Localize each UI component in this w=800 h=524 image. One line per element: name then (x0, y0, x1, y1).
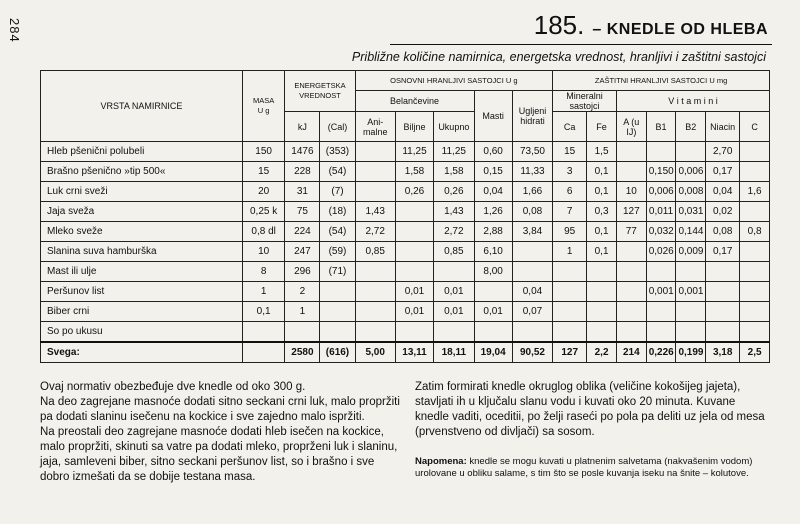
table-cell: 0,01 (395, 282, 433, 302)
table-cell: 1,58 (434, 162, 474, 182)
table-cell: 0,02 (706, 202, 740, 222)
table-cell (395, 322, 433, 343)
table-cell (320, 322, 355, 343)
table-cell (474, 322, 512, 343)
table-cell (320, 282, 355, 302)
table-cell: 0,26 (395, 182, 433, 202)
table-cell (395, 202, 433, 222)
table-cell (355, 302, 395, 322)
table-cell: 0,01 (474, 302, 512, 322)
table-cell (740, 142, 770, 162)
table-cell: 6 (553, 182, 587, 202)
table-cell: 247 (285, 242, 320, 262)
table-cell: (353) (320, 142, 355, 162)
table-cell: 0,009 (676, 242, 706, 262)
table-cell: 0,8 (740, 222, 770, 242)
table-cell: 0,04 (706, 182, 740, 202)
table-cell (740, 262, 770, 282)
header-mass: MASA U g (242, 71, 285, 142)
table-cell: 19,04 (474, 342, 512, 363)
table-cell: 10 (616, 182, 646, 202)
item-name-cell: Mast ili ulje (41, 262, 243, 282)
table-cell: (71) (320, 262, 355, 282)
table-cell (553, 282, 587, 302)
table-cell: 18,11 (434, 342, 474, 363)
header-carbs: Ugljeni hidrati (512, 91, 552, 142)
table-cell: 150 (242, 142, 285, 162)
table-total-row (41, 342, 770, 363)
table-cell (242, 322, 285, 343)
table-cell: 0,1 (242, 302, 285, 322)
table-cell (355, 322, 395, 343)
header-niacin: Niacin (706, 112, 740, 142)
note (415, 456, 770, 480)
table-cell: (59) (320, 242, 355, 262)
table-cell: (7) (320, 182, 355, 202)
table-cell: 11,25 (434, 142, 474, 162)
table-cell: 10 (242, 242, 285, 262)
item-name-cell: Hleb pšenični polubeli (41, 142, 243, 162)
table-cell: 127 (553, 342, 587, 363)
header-vit-b2: B2 (676, 112, 706, 142)
table-cell: 214 (616, 342, 646, 363)
item-name-cell: Biber crni (41, 302, 243, 322)
nutrition-table-body (41, 142, 770, 363)
header-vit-a: A (u IJ) (616, 112, 646, 142)
table-cell: 127 (616, 202, 646, 222)
header-ca: Ca (553, 112, 587, 142)
title-rule (390, 44, 772, 45)
table-cell: 8,00 (474, 262, 512, 282)
instructions-left (40, 380, 400, 485)
table-cell (706, 302, 740, 322)
table-cell: 0,006 (676, 162, 706, 182)
table-cell (587, 282, 617, 302)
recipe-number: 185. (533, 10, 585, 40)
table-cell: 13,11 (395, 342, 433, 363)
table-cell (512, 242, 552, 262)
table-cell: 0,006 (646, 182, 676, 202)
table-cell: 224 (285, 222, 320, 242)
table-cell: 0,04 (512, 282, 552, 302)
table-cell (587, 262, 617, 282)
table-cell: 0,001 (676, 282, 706, 302)
table-cell: 0,01 (434, 302, 474, 322)
item-name-cell: So po ukusu (41, 322, 243, 343)
header-animal: Ani-malne (355, 112, 395, 142)
table-cell (616, 282, 646, 302)
instruction-paragraph: Na deo zagrejane masnoće dodati sitno seckani crni luk, malo propržiti pa dodati slaninu isečenu na kockice i sve zajedno malo ispržiti. (40, 396, 400, 423)
header-energy: ENERGETSKA VREDNOST (285, 71, 355, 112)
table-cell: 6,10 (474, 242, 512, 262)
table-cell: 3,18 (706, 342, 740, 363)
table-cell: 2,72 (355, 222, 395, 242)
table-cell (676, 302, 706, 322)
table-cell: 3,84 (512, 222, 552, 242)
table-cell (512, 322, 552, 343)
table-cell: 0,25 k (242, 202, 285, 222)
table-cell (355, 262, 395, 282)
header-cal: (Cal) (320, 112, 355, 142)
table-cell (740, 242, 770, 262)
table-cell: 2,88 (474, 222, 512, 242)
recipe-title (534, 10, 768, 41)
table-cell (553, 262, 587, 282)
table-cell (553, 302, 587, 322)
table-cell: 5,00 (355, 342, 395, 363)
table-cell: 1,43 (355, 202, 395, 222)
table-cell (616, 162, 646, 182)
table-cell (676, 262, 706, 282)
table-cell: 0,008 (676, 182, 706, 202)
header-item: VRSTA NAMIRNICE (41, 71, 243, 142)
instruction-paragraph: Na preostali deo zagrejane masnoće dodati hleb isečen na kockice, malo propržiti, skinuti sa vatre pa dodati mleko, proprženi luk i slaninu, jaja, samleveni biber, sitno seckani peršunov list, so i brašno i sve dobro izmešati da se dobije testana masa. (40, 426, 398, 483)
recipe-name: – KNEDLE OD HLEBA (592, 21, 768, 38)
item-name-cell: Svega: (41, 342, 243, 363)
table-row (41, 222, 770, 242)
table-cell: (54) (320, 222, 355, 242)
table-cell: 296 (285, 262, 320, 282)
table-cell: 1,6 (740, 182, 770, 202)
table-cell (616, 322, 646, 343)
table-row (41, 142, 770, 162)
table-row (41, 322, 770, 343)
table-cell: 0,17 (706, 242, 740, 262)
table-cell: 0,031 (676, 202, 706, 222)
table-cell: (54) (320, 162, 355, 182)
table-cell (434, 262, 474, 282)
table-cell (616, 142, 646, 162)
table-cell (553, 322, 587, 343)
table-cell: 95 (553, 222, 587, 242)
table-row (41, 182, 770, 202)
table-cell: 0,199 (676, 342, 706, 363)
table-cell (242, 342, 285, 363)
table-cell (395, 222, 433, 242)
nutrition-table (40, 70, 770, 363)
table-cell: 1,66 (512, 182, 552, 202)
table-cell: 2,70 (706, 142, 740, 162)
table-cell (646, 322, 676, 343)
table-cell: 2,5 (740, 342, 770, 363)
header-plant: Biljne (395, 112, 433, 142)
table-cell: 228 (285, 162, 320, 182)
page-number: 284 (7, 18, 22, 43)
table-cell: 0,226 (646, 342, 676, 363)
table-cell: 0,17 (706, 162, 740, 182)
table-cell: 0,01 (395, 302, 433, 322)
table-cell: 0,032 (646, 222, 676, 242)
table-cell: 20 (242, 182, 285, 202)
table-cell (740, 282, 770, 302)
table-cell: (616) (320, 342, 355, 363)
table-cell (646, 302, 676, 322)
table-cell: 7 (553, 202, 587, 222)
table-row (41, 262, 770, 282)
table-cell (740, 322, 770, 343)
table-cell: 15 (553, 142, 587, 162)
table-cell (706, 322, 740, 343)
table-cell: 0,8 dl (242, 222, 285, 242)
table-cell: 0,85 (434, 242, 474, 262)
table-row (41, 302, 770, 322)
table-cell: 0,1 (587, 242, 617, 262)
table-cell: 1 (553, 242, 587, 262)
table-cell: 1 (242, 282, 285, 302)
header-protective: ZAŠTITNI HRANLJIVI SASTOJCI U mg (553, 71, 770, 91)
header-fe: Fe (587, 112, 617, 142)
table-cell: 0,150 (646, 162, 676, 182)
item-name-cell: Mleko sveže (41, 222, 243, 242)
table-cell (646, 142, 676, 162)
table-cell: 1,26 (474, 202, 512, 222)
table-cell: 11,25 (395, 142, 433, 162)
table-cell: 31 (285, 182, 320, 202)
table-cell: 11,33 (512, 162, 552, 182)
table-cell: 75 (285, 202, 320, 222)
header-proteins: Belančevine (355, 91, 474, 112)
table-cell: 1,5 (587, 142, 617, 162)
table-cell (587, 302, 617, 322)
table-cell: 2,2 (587, 342, 617, 363)
table-cell: 0,3 (587, 202, 617, 222)
table-cell: 1 (285, 302, 320, 322)
table-cell (740, 302, 770, 322)
note-text: knedle se mogu kuvati u platnenim salvetama (nakvašenim vodom) urolovane u obliku salame, s tim što se posle kuvanja iseku na šnite – kolutove. (415, 456, 753, 479)
table-cell (616, 242, 646, 262)
table-cell: 1,58 (395, 162, 433, 182)
table-cell: 2580 (285, 342, 320, 363)
item-name-cell: Jaja sveža (41, 202, 243, 222)
table-cell (616, 302, 646, 322)
table-cell (355, 142, 395, 162)
item-name-cell: Peršunov list (41, 282, 243, 302)
table-cell: 0,1 (587, 222, 617, 242)
table-cell: 1,43 (434, 202, 474, 222)
table-cell (740, 162, 770, 182)
table-cell (320, 302, 355, 322)
item-name-cell: Brašno pšenično »tip 500« (41, 162, 243, 182)
table-cell (355, 162, 395, 182)
table-cell: 0,08 (706, 222, 740, 242)
table-cell: 0,04 (474, 182, 512, 202)
table-cell (395, 242, 433, 262)
table-row (41, 242, 770, 262)
table-cell: 0,08 (512, 202, 552, 222)
table-cell: 3 (553, 162, 587, 182)
table-cell: 0,011 (646, 202, 676, 222)
table-cell: 0,26 (434, 182, 474, 202)
table-cell (676, 322, 706, 343)
header-vit-b1: B1 (646, 112, 676, 142)
table-cell (355, 282, 395, 302)
table-cell: 0,60 (474, 142, 512, 162)
item-name-cell: Luk crni sveži (41, 182, 243, 202)
table-cell (512, 262, 552, 282)
table-cell: 90,52 (512, 342, 552, 363)
header-total: Ukupno (434, 112, 474, 142)
table-cell (676, 142, 706, 162)
table-subtitle: Približne količine namirnica, energetska vrednost, hranljivi i zaštitni sastojci (351, 50, 766, 64)
table-cell: 15 (242, 162, 285, 182)
table-cell: 0,1 (587, 182, 617, 202)
table-cell (616, 262, 646, 282)
table-cell (474, 282, 512, 302)
table-cell (587, 322, 617, 343)
table-cell (646, 262, 676, 282)
table-cell: 77 (616, 222, 646, 242)
header-basic: OSNOVNI HRANLJIVI SASTOJCI U g (355, 71, 553, 91)
table-cell: 0,07 (512, 302, 552, 322)
table-cell (706, 262, 740, 282)
table-cell (285, 322, 320, 343)
header-vit-c: C (740, 112, 770, 142)
note-label: Napomena: (415, 456, 467, 467)
table-cell: 0,144 (676, 222, 706, 242)
instruction-paragraph: Ovaj normativ obezbeđuje dve knedle od oko 300 g. (40, 381, 306, 393)
table-cell (355, 182, 395, 202)
table-cell (706, 282, 740, 302)
table-cell: 0,001 (646, 282, 676, 302)
table-cell: 8 (242, 262, 285, 282)
table-cell (395, 262, 433, 282)
table-cell: 0,15 (474, 162, 512, 182)
header-kj: kJ (285, 112, 320, 142)
header-vitamins: V i t a m i n i (616, 91, 769, 112)
table-cell: 2,72 (434, 222, 474, 242)
table-cell: 0,01 (434, 282, 474, 302)
table-cell: 1476 (285, 142, 320, 162)
header-fats: Masti (474, 91, 512, 142)
table-cell: (18) (320, 202, 355, 222)
item-name-cell: Slanina suva hamburška (41, 242, 243, 262)
instructions-right: Zatim formirati knedle okruglog oblika (veličine kokošijeg jajeta), stavljati ih u ključalu slanu vodu i kuvati oko 20 minuta. Kuvane knedle vaditi, oceditii, po želji raseći po pola pa deliti uz jela od mesa (prvenstveno od divljači) sa sosom. (415, 381, 765, 438)
table-row (41, 162, 770, 182)
table-cell: 0,85 (355, 242, 395, 262)
table-cell (740, 202, 770, 222)
table-row (41, 282, 770, 302)
table-row (41, 202, 770, 222)
table-cell: 73,50 (512, 142, 552, 162)
table-cell: 2 (285, 282, 320, 302)
table-cell: 0,1 (587, 162, 617, 182)
table-cell: 0,026 (646, 242, 676, 262)
table-cell (434, 322, 474, 343)
header-minerals: Mineralni sastojci (553, 91, 617, 112)
